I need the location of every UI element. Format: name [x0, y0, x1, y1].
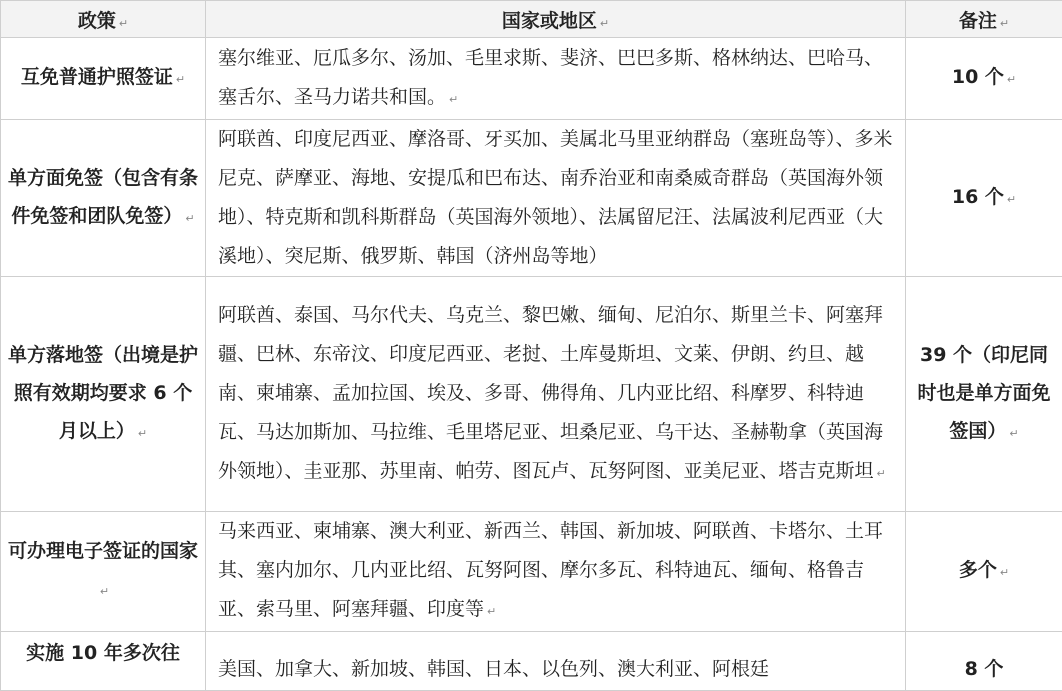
policy-text: 可办理电子签证的国家 [8, 540, 198, 562]
note-cell [906, 632, 1062, 691]
policy-cell [1, 277, 206, 512]
policy-cell [1, 512, 206, 632]
return-mark: ↵ [877, 467, 886, 480]
return-mark: ↵ [1000, 566, 1009, 579]
policy-cell [1, 38, 206, 120]
note-text: 16 个 [952, 186, 1004, 208]
countries-cell [206, 512, 906, 632]
policy-text: 单方落地签（出境是护照有效期均要求 6 个月以上） [8, 344, 198, 442]
return-mark: ↵ [487, 605, 496, 618]
table-row [1, 277, 1062, 512]
countries-text: 马来西亚、柬埔寨、澳大利亚、新西兰、韩国、新加坡、阿联酋、卡塔尔、土耳其、塞内加尔、几内亚比绍、瓦努阿图、摩尔多瓦、科特迪瓦、缅甸、格鲁吉亚、索马里、阿塞拜疆、印度等 [218, 520, 883, 620]
header-policy-label: 政策 [78, 10, 116, 32]
return-mark: ↵ [1000, 17, 1009, 30]
return-mark: ↵ [176, 73, 185, 86]
note-text: 10 个 [952, 66, 1004, 88]
return-mark: ↵ [138, 427, 147, 440]
table-row [1, 38, 1062, 120]
return-mark: ↵ [1009, 427, 1018, 440]
table-row [1, 120, 1062, 277]
countries-text: 塞尔维亚、厄瓜多尔、汤加、毛里求斯、斐济、巴巴多斯、格林纳达、巴哈马、塞舌尔、圣马力诺共和国。 [218, 47, 883, 108]
policy-text: 互免普通护照签证 [21, 66, 173, 88]
policy-text: 单方面免签（包含有条件免签和团队免签） [8, 167, 198, 227]
policy-cell [1, 632, 206, 691]
note-text: 8 个 [965, 658, 1004, 680]
countries-cell [206, 277, 906, 512]
header-note [906, 1, 1062, 38]
table-header-row [1, 1, 1062, 38]
header-note-label: 备注 [959, 10, 997, 32]
note-cell [906, 38, 1062, 120]
countries-text: 阿联酋、印度尼西亚、摩洛哥、牙买加、美属北马里亚纳群岛（塞班岛等）、多米尼克、萨摩亚、海地、安提瓜和巴布达、南乔治亚和南桑威奇群岛（英国海外领地）、特克斯和凯科斯群岛（英国海外领地）、法属留尼汪、法属波利尼西亚（大溪地）、突尼斯、俄罗斯、韩国（济州岛等地） [218, 128, 893, 267]
header-countries [206, 1, 906, 38]
return-mark: ↵ [119, 17, 128, 30]
return-mark: ↵ [185, 212, 194, 225]
return-mark: ↵ [1007, 193, 1016, 206]
return-mark: ↵ [100, 585, 109, 598]
return-mark: ↵ [600, 17, 609, 30]
countries-cell [206, 632, 906, 691]
countries-text: 美国、加拿大、新加坡、韩国、日本、以色列、澳大利亚、阿根廷 [218, 658, 769, 680]
note-text: 多个 [959, 559, 997, 581]
header-policy [1, 1, 206, 38]
countries-cell [206, 38, 906, 120]
policy-cell [1, 120, 206, 277]
table-row [1, 632, 1062, 691]
note-cell [906, 512, 1062, 632]
note-cell [906, 277, 1062, 512]
countries-cell [206, 120, 906, 277]
note-text: 39 个（印尼同时也是单方面免签国） [917, 344, 1050, 442]
countries-text: 阿联酋、泰国、马尔代夫、乌克兰、黎巴嫩、缅甸、尼泊尔、斯里兰卡、阿塞拜疆、巴林、东帝汶、印度尼西亚、老挝、土库曼斯坦、文莱、伊朗、约旦、越南、柬埔寨、孟加拉国、埃及、多哥、佛得角、几内亚比绍、科摩罗、科特迪瓦、马达加斯加、马拉维、毛里塔尼亚、坦桑尼亚、乌干达、圣赫勒拿（英国海外领地）、圭亚那、苏里南、帕劳、图瓦卢、瓦努阿图、亚美尼亚、塔吉克斯坦 [218, 304, 883, 482]
note-cell [906, 120, 1062, 277]
return-mark: ↵ [1007, 73, 1016, 86]
table-row [1, 512, 1062, 632]
header-countries-label: 国家或地区 [502, 10, 597, 32]
return-mark: ↵ [449, 93, 458, 106]
policy-text: 实施 10 年多次往 [26, 642, 180, 664]
